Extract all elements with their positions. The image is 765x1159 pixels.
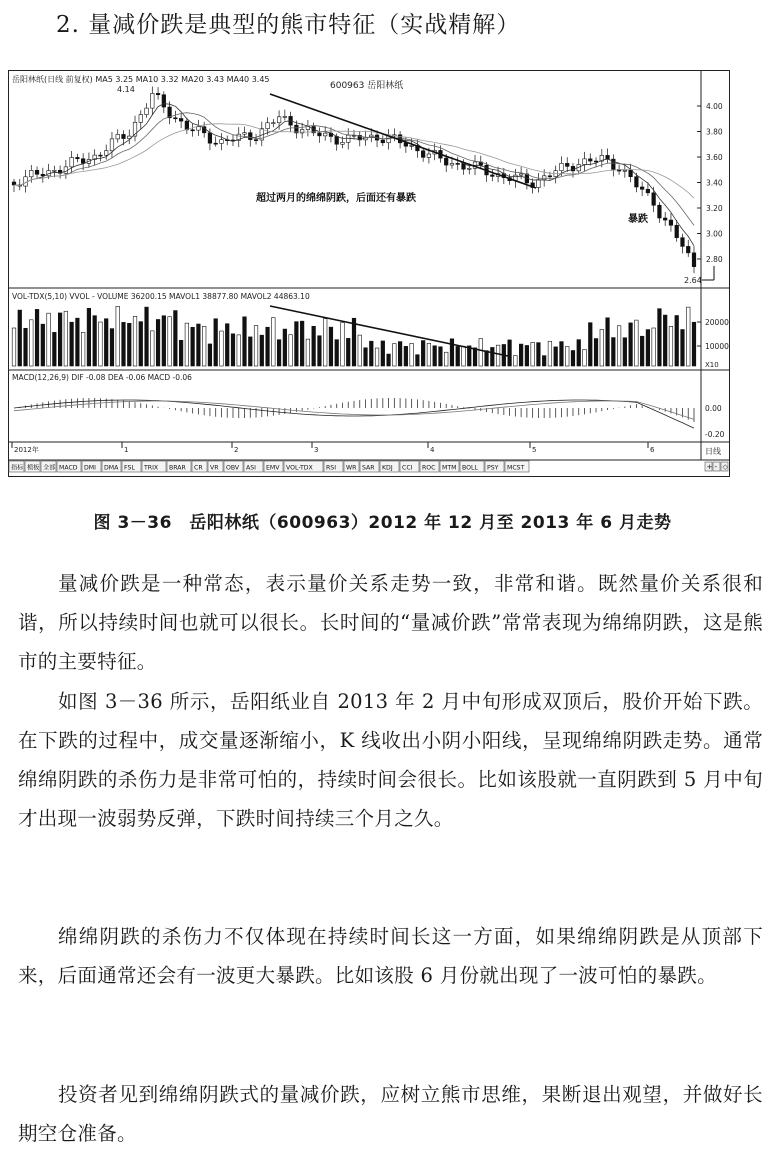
price-tick-label: 3.20 bbox=[706, 204, 723, 213]
candle-body bbox=[266, 123, 270, 129]
indicator-tab-label: FSL bbox=[124, 464, 135, 472]
high-label: 4.14 bbox=[117, 85, 135, 94]
volume-bar bbox=[479, 339, 483, 366]
indicator-tab-label: MTM bbox=[442, 464, 457, 472]
candle-body bbox=[300, 130, 304, 133]
volume-bar bbox=[116, 306, 120, 366]
volume-bar bbox=[266, 327, 270, 366]
candle-body bbox=[122, 134, 126, 138]
indicator-tab-label: MCST bbox=[507, 464, 525, 472]
candle-body bbox=[542, 176, 546, 180]
volume-bar bbox=[139, 322, 143, 366]
date-tick-label: 5 bbox=[532, 446, 537, 454]
indicator-tab-label: VOL-TDX bbox=[286, 464, 313, 472]
candle-body bbox=[421, 151, 425, 158]
candle-body bbox=[444, 158, 448, 165]
volume-bar bbox=[243, 317, 247, 366]
candle-body bbox=[456, 163, 460, 164]
volume-bar bbox=[635, 320, 639, 366]
volume-bar bbox=[53, 332, 57, 366]
candle-body bbox=[81, 159, 85, 164]
candle-body bbox=[635, 177, 639, 187]
indicator-tab-label: VR bbox=[210, 464, 219, 472]
volume-bar bbox=[283, 329, 287, 366]
volume-bar bbox=[277, 340, 281, 366]
candle-body bbox=[151, 93, 155, 108]
volume-bar bbox=[231, 334, 235, 366]
candle-body bbox=[24, 177, 28, 186]
candle-body bbox=[248, 133, 252, 140]
volume-bar bbox=[491, 347, 495, 366]
volume-bar bbox=[168, 317, 172, 366]
candle-body bbox=[519, 174, 523, 175]
volume-bar bbox=[577, 340, 581, 366]
price-panel-label: 岳阳林纸(日线 前复权) MA5 3.25 MA10 3.32 MA20 3.43 MA40 3.45 bbox=[12, 75, 270, 84]
candle-body bbox=[341, 142, 345, 144]
volume-bar bbox=[289, 335, 293, 366]
volume-bar bbox=[640, 336, 644, 366]
candle-body bbox=[594, 161, 598, 162]
indicator-tab-label: EMV bbox=[266, 464, 280, 472]
volume-bar bbox=[329, 327, 333, 366]
candle-body bbox=[145, 108, 149, 114]
candle-body bbox=[185, 121, 189, 130]
volume-bar bbox=[185, 323, 189, 366]
candle-body bbox=[623, 170, 627, 171]
volume-bar bbox=[202, 326, 206, 366]
volume-bar bbox=[542, 356, 546, 366]
paragraph-1: 量减价跌是一种常态，表示量价关系走势一致，非常和谐。既然量价关系很和谐，所以持续时间也就可以很长。长时间的“量减价跌”常常表现为绵绵阴跌，这是熊市的主要特征。 bbox=[18, 572, 763, 673]
volume-bar bbox=[12, 328, 16, 366]
volume-bar bbox=[99, 322, 103, 366]
volume-bar bbox=[444, 352, 448, 366]
volume-bar bbox=[295, 322, 299, 366]
volume-bar bbox=[358, 335, 362, 366]
date-tick-label: 6 bbox=[650, 446, 655, 454]
volume-bar bbox=[646, 330, 650, 366]
macd-tick-label: 0.00 bbox=[705, 404, 722, 413]
volume-bar bbox=[681, 330, 685, 366]
candle-body bbox=[12, 182, 16, 185]
volume-bar bbox=[162, 316, 166, 366]
volume-bar bbox=[658, 309, 662, 366]
volume-bar bbox=[433, 346, 437, 366]
candle-body bbox=[640, 187, 644, 189]
candle-body bbox=[560, 163, 564, 170]
candle-body bbox=[220, 140, 224, 144]
macd-panel-label: MACD(12,26,9) DIF -0.08 DEA -0.06 MACD -0.06 bbox=[12, 373, 192, 382]
low-label: 2.64 bbox=[684, 276, 702, 285]
annotation-crash: 暴跌 bbox=[628, 214, 648, 225]
volume-unit: X10 bbox=[705, 361, 719, 369]
volume-bar bbox=[565, 347, 569, 366]
indicator-tab-label: CCI bbox=[402, 464, 413, 472]
volume-bar bbox=[537, 343, 541, 366]
volume-bar bbox=[375, 348, 379, 366]
volume-bar bbox=[588, 323, 592, 366]
volume-bar bbox=[214, 319, 218, 366]
volume-bar bbox=[427, 343, 431, 366]
volume-bar bbox=[306, 339, 310, 366]
candle-body bbox=[99, 155, 103, 156]
volume-bar bbox=[663, 315, 667, 366]
indicator-tab-label: WR bbox=[346, 464, 357, 472]
date-tick-label: 1 bbox=[124, 446, 129, 454]
indicator-tab-row bbox=[9, 461, 529, 472]
volume-bar bbox=[341, 323, 345, 366]
volume-bar bbox=[35, 309, 39, 366]
indicator-tab-label: TRIX bbox=[144, 464, 159, 472]
indicator-tab-label: BRAR bbox=[169, 464, 186, 472]
volume-bar bbox=[225, 324, 229, 366]
nav-button-row bbox=[705, 462, 729, 471]
figure-caption: 图 3－36 岳阳林纸（600963）2012 年 12 月至 2013 年 6 月走势 bbox=[93, 513, 672, 533]
volume-bar bbox=[104, 319, 108, 366]
volume-bar bbox=[594, 339, 598, 366]
volume-bar bbox=[369, 341, 373, 366]
candle-body bbox=[663, 218, 667, 220]
volume-bar bbox=[248, 337, 252, 366]
candle-body bbox=[29, 170, 33, 176]
volume-bar bbox=[29, 320, 33, 366]
volume-bar bbox=[64, 311, 68, 366]
volume-bar bbox=[485, 351, 489, 366]
volume-bar bbox=[122, 322, 126, 366]
candle-body bbox=[583, 159, 587, 165]
indicator-tab-label: ROC bbox=[422, 464, 436, 472]
candle-body bbox=[404, 143, 408, 146]
price-tick-label: 3.80 bbox=[706, 127, 723, 137]
volume-bar bbox=[197, 324, 201, 366]
volume-bar bbox=[496, 345, 500, 366]
nav-button-label: - bbox=[714, 463, 718, 471]
indicator-tab-label: 模板 bbox=[27, 464, 40, 472]
indicator-tab-label: RSI bbox=[326, 464, 337, 472]
volume-bar bbox=[456, 346, 460, 366]
candle-body bbox=[53, 170, 57, 171]
volume-bar bbox=[686, 307, 690, 366]
volume-bar bbox=[669, 326, 673, 366]
candle-body bbox=[191, 130, 195, 131]
candle-body bbox=[162, 95, 166, 107]
candle-body bbox=[606, 155, 610, 159]
paragraph-3: 绵绵阴跌的杀伤力不仅体现在持续时间长这一方面，如果绵绵阴跌是从顶部下来，后面通常还会有一波更大暴跌。比如该股 6 月份就出现了一波可怕的暴跌。 bbox=[18, 925, 763, 987]
volume-bar bbox=[174, 311, 178, 366]
indicator-tab-label: BOLL bbox=[462, 464, 478, 472]
candle-body bbox=[272, 123, 276, 124]
candle-body bbox=[208, 133, 212, 143]
price-tick-label: 4.00 bbox=[706, 102, 723, 111]
volume-bar bbox=[145, 307, 149, 366]
volume-bar bbox=[18, 310, 22, 366]
volume-bar bbox=[260, 335, 264, 366]
candle-body bbox=[658, 205, 662, 218]
volume-bar bbox=[381, 341, 385, 366]
volume-bar bbox=[525, 345, 529, 366]
indicator-tab-label: ASI bbox=[246, 464, 256, 472]
candle-body bbox=[681, 238, 685, 247]
candle-body bbox=[156, 93, 160, 94]
candle-body bbox=[64, 167, 68, 173]
date-tick-label: 2012年 bbox=[14, 446, 39, 454]
candle-body bbox=[548, 176, 552, 177]
volume-bar bbox=[571, 351, 575, 366]
candle-body bbox=[174, 118, 178, 119]
candle-body bbox=[70, 157, 74, 166]
volume-bar bbox=[531, 342, 535, 366]
nav-button-label: ◇ bbox=[722, 463, 728, 471]
candle-body bbox=[537, 180, 541, 188]
price-tick-label: 2.80 bbox=[706, 255, 723, 264]
candle-body bbox=[491, 175, 495, 176]
candle-body bbox=[381, 140, 385, 143]
section-heading: 2. 量减价跌是典型的熊市特征（实战精解） bbox=[56, 12, 521, 38]
candle-body bbox=[323, 133, 327, 136]
date-tick-label: 3 bbox=[314, 446, 319, 454]
volume-bar bbox=[560, 342, 564, 366]
period-label[interactable]: 日线 bbox=[705, 447, 721, 456]
indicator-tab-label: DMA bbox=[104, 464, 119, 472]
volume-bar bbox=[352, 318, 356, 366]
volume-bar bbox=[70, 322, 74, 366]
candle-body bbox=[214, 143, 218, 144]
candle-body bbox=[646, 189, 650, 193]
volume-bar bbox=[133, 316, 137, 366]
volume-bar bbox=[127, 323, 131, 366]
volume-bar bbox=[272, 318, 276, 366]
indicator-tab-label: 全部 bbox=[43, 464, 56, 472]
candle-body bbox=[254, 140, 258, 141]
candle-body bbox=[110, 139, 114, 151]
volume-bar bbox=[606, 318, 610, 366]
volume-bar bbox=[24, 328, 28, 366]
candle-body bbox=[467, 168, 471, 169]
volume-bar bbox=[318, 336, 322, 366]
volume-bar bbox=[346, 338, 350, 366]
candle-body bbox=[283, 116, 287, 117]
volume-bar bbox=[93, 316, 97, 366]
candle-body bbox=[588, 159, 592, 161]
volume-bar bbox=[87, 308, 91, 366]
price-tick-label: 3.00 bbox=[706, 229, 723, 239]
stock-chart bbox=[8, 70, 730, 480]
volume-bar bbox=[519, 344, 523, 366]
volume-bar bbox=[652, 328, 656, 366]
volume-bar bbox=[237, 335, 241, 366]
candle-body bbox=[335, 136, 339, 144]
candle-body bbox=[179, 118, 183, 121]
indicator-tab-label: OBV bbox=[226, 464, 240, 472]
volume-bar bbox=[387, 354, 391, 366]
indicator-tab-label: 指标 bbox=[11, 464, 24, 472]
volume-bar bbox=[47, 313, 51, 366]
volume-bar bbox=[208, 344, 212, 366]
volume-bar bbox=[81, 332, 85, 366]
volume-bar bbox=[612, 338, 616, 366]
volume-bar bbox=[548, 341, 552, 366]
volume-bar bbox=[335, 340, 339, 366]
indicator-tab-label: MACD bbox=[59, 464, 78, 472]
volume-tick-label: 10000 bbox=[705, 342, 729, 351]
candle-body bbox=[318, 133, 322, 136]
volume-bar bbox=[254, 326, 258, 366]
volume-bar bbox=[462, 346, 466, 366]
volume-bar bbox=[508, 340, 512, 366]
volume-bar bbox=[514, 356, 518, 366]
candle-body bbox=[346, 135, 350, 142]
volume-bar bbox=[41, 324, 45, 366]
volume-tick-label: 20000 bbox=[705, 318, 729, 327]
volume-bar bbox=[220, 331, 224, 366]
date-tick-label: 4 bbox=[430, 446, 435, 454]
volume-bar bbox=[583, 349, 587, 366]
candle-body bbox=[675, 225, 679, 237]
indicator-tab-label: SAR bbox=[362, 464, 375, 472]
volume-bar bbox=[450, 339, 454, 366]
stock-chart-figure bbox=[8, 70, 730, 480]
candle-body bbox=[652, 193, 656, 205]
volume-bar bbox=[675, 316, 679, 366]
volume-bar bbox=[410, 343, 414, 366]
candle-body bbox=[35, 170, 39, 174]
candle-body bbox=[243, 133, 247, 134]
indicator-tab-label: CR bbox=[194, 464, 203, 472]
volume-bar bbox=[179, 340, 183, 366]
volume-bar bbox=[364, 348, 368, 366]
candle-body bbox=[139, 115, 143, 123]
volume-bar bbox=[323, 319, 327, 366]
candle-body bbox=[686, 246, 690, 252]
volume-bar bbox=[156, 319, 160, 366]
candle-body bbox=[427, 154, 431, 157]
volume-bar bbox=[398, 342, 402, 366]
volume-bar bbox=[473, 348, 477, 366]
date-tick-label: 2 bbox=[234, 446, 239, 454]
volume-bar bbox=[439, 347, 443, 366]
stock-code-label: 600963 岳阳林纸 bbox=[330, 81, 404, 91]
nav-button-label: + bbox=[706, 463, 713, 471]
volume-bar bbox=[393, 344, 397, 366]
candle-body bbox=[410, 145, 414, 146]
volume-bar bbox=[629, 323, 633, 366]
candle-body bbox=[104, 151, 108, 155]
indicator-tab-label: PSY bbox=[487, 464, 499, 472]
price-tick-label: 3.60 bbox=[706, 153, 723, 162]
candle-body bbox=[450, 163, 454, 165]
candle-body bbox=[692, 253, 696, 267]
volume-bar bbox=[617, 326, 621, 366]
candle-body bbox=[565, 163, 569, 166]
volume-bar bbox=[692, 322, 696, 366]
volume-bar bbox=[191, 327, 195, 366]
volume-bar bbox=[76, 318, 80, 366]
volume-bar bbox=[416, 355, 420, 366]
volume-bar bbox=[421, 341, 425, 366]
price-tick-label: 3.40 bbox=[706, 178, 723, 188]
volume-bar bbox=[312, 326, 316, 366]
indicator-tab-label: DMI bbox=[84, 464, 96, 472]
paragraph-4: 投资者见到绵绵阴跌式的量减价跌，应树立熊市思维，果断退出观望，并做好长期空仓准备。 bbox=[18, 1083, 763, 1145]
volume-bar bbox=[151, 331, 155, 366]
candle-body bbox=[76, 157, 80, 158]
volume-bar bbox=[623, 338, 627, 366]
volume-bar bbox=[110, 329, 114, 366]
volume-bar bbox=[554, 347, 558, 366]
volume-bar bbox=[600, 329, 604, 366]
candle-body bbox=[116, 134, 120, 138]
volume-bar bbox=[300, 321, 304, 366]
annotation-slow-fall: 超过两月的绵绵阴跌，后面还有暴跌 bbox=[256, 193, 416, 204]
candle-body bbox=[629, 170, 633, 176]
volume-panel-label: VOL-TDX(5,10) VVOL - VOLUME 36200.15 MAVOL1 38877.80 MAVOL2 44863.10 bbox=[12, 292, 310, 301]
candle-body bbox=[197, 127, 201, 130]
paragraph-2: 如图 3－36 所示，岳阳纸业自 2013 年 2 月中旬形成双顶后，股价开始下跌。在下跌的过程中，成交量逐渐缩小，K 线收出小阴小阳线，呈现绵绵阴跌走势。通常绵绵阴跌的杀伤力是非常可怕的，持续时间会很长。比如该股就一直阴跌到 5 月中旬才出现一波弱势反弹，下跌时间持续三个月之久。 bbox=[18, 690, 763, 830]
candle-body bbox=[277, 117, 281, 123]
volume-bar bbox=[58, 313, 62, 366]
candle-body bbox=[669, 220, 673, 225]
volume-bar bbox=[404, 346, 408, 366]
indicator-tab-label: KDJ bbox=[382, 464, 393, 472]
macd-tick-label: -0.20 bbox=[705, 430, 725, 439]
